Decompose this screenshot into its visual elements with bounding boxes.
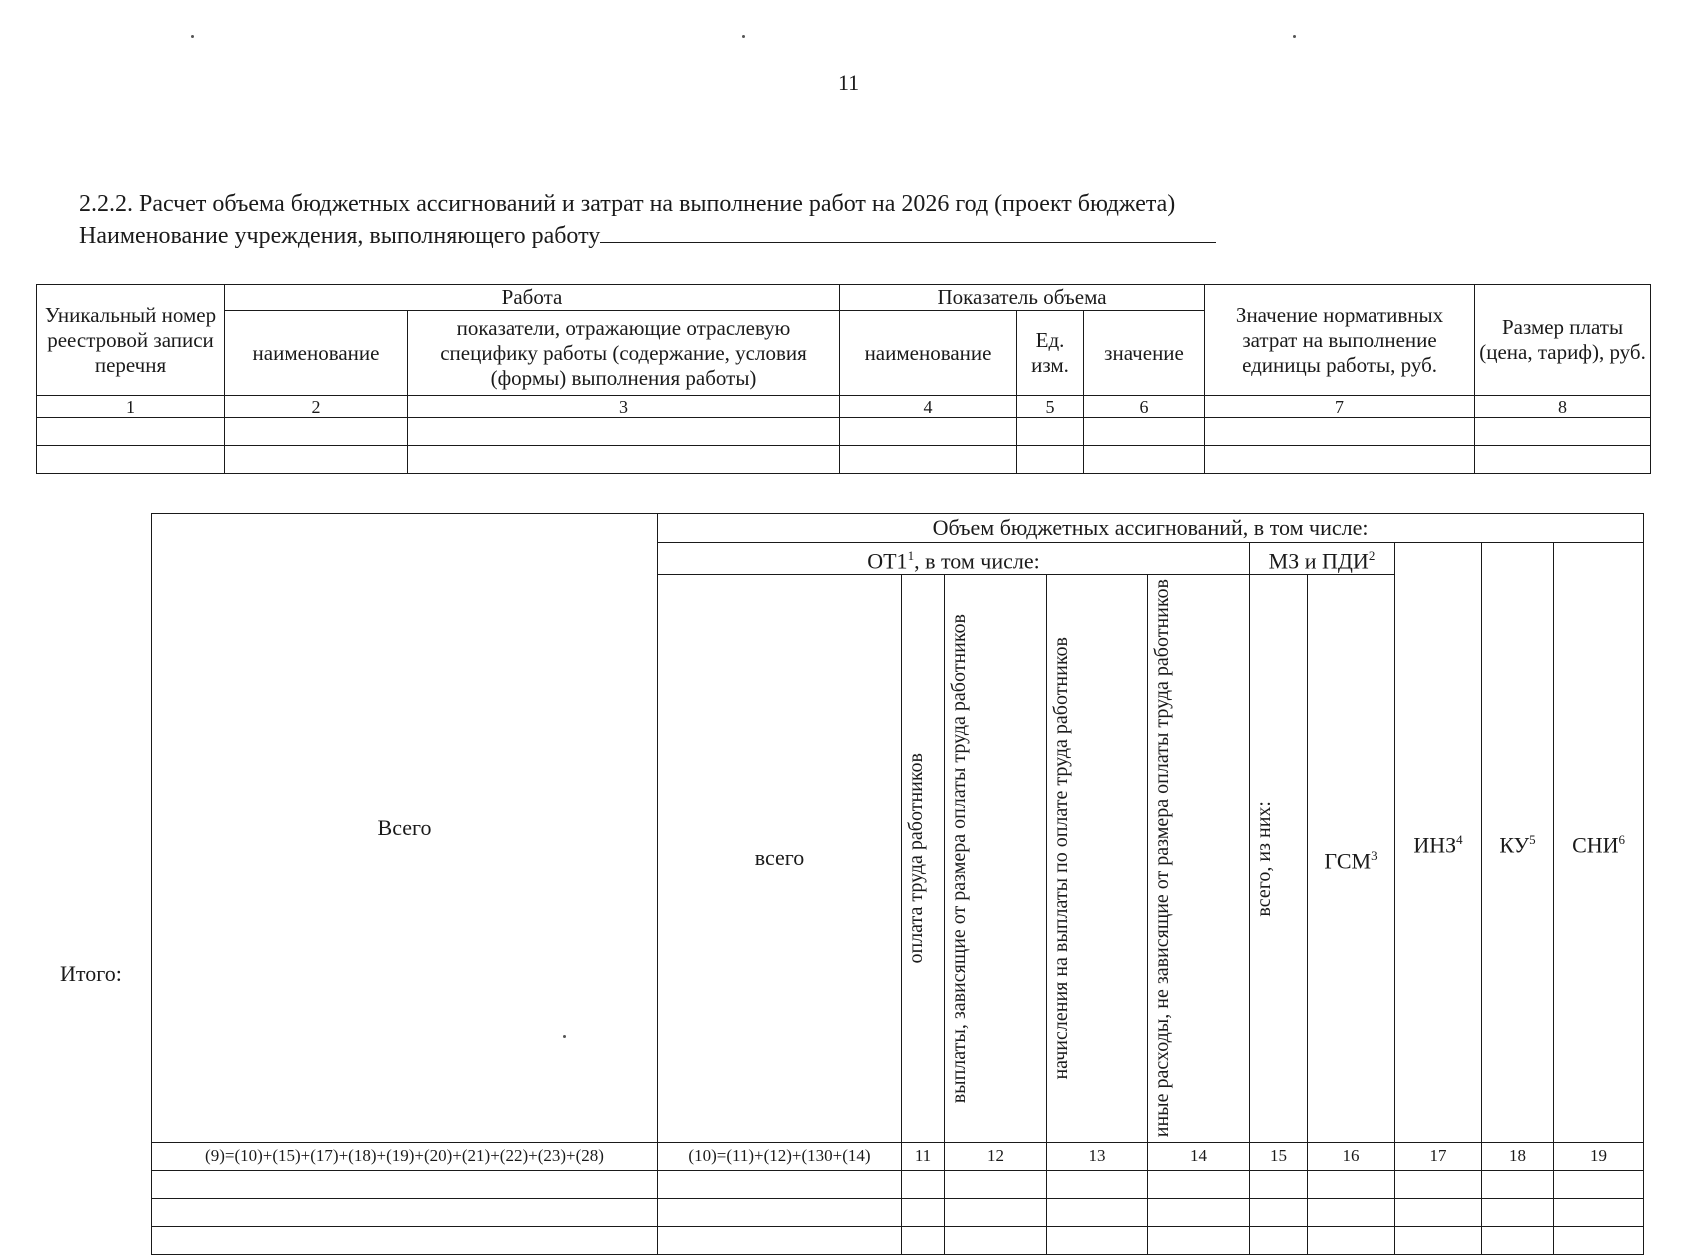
column-number: 18 xyxy=(1482,1142,1554,1170)
table-row xyxy=(37,446,1651,474)
table-cell xyxy=(840,418,1017,446)
scan-speck xyxy=(1293,35,1296,38)
institution-blank-field xyxy=(600,220,1216,243)
table-cell xyxy=(1205,418,1475,446)
table-cell xyxy=(658,1170,902,1198)
header-gsm xyxy=(1308,575,1395,1142)
table-cell xyxy=(37,418,225,446)
table-cell xyxy=(945,1170,1047,1198)
header-work: Работа xyxy=(225,285,840,311)
table-cell xyxy=(408,446,840,474)
column-number: 12 xyxy=(945,1142,1047,1170)
table-cell xyxy=(945,1226,1047,1254)
table-cell xyxy=(1047,1170,1148,1198)
table-cell xyxy=(1017,418,1084,446)
table-cell xyxy=(1148,1198,1250,1226)
table-cell xyxy=(902,1170,945,1198)
column-number: 3 xyxy=(408,396,840,418)
header-fee: Размер платы (цена, тариф), руб. xyxy=(1475,285,1651,396)
institution-line xyxy=(79,220,1216,252)
work-cost-table xyxy=(36,284,1651,474)
column-number: (9)=(10)+(15)+(17)+(18)+(19)+(20)+(21)+(22)+(23)+(28) xyxy=(152,1142,658,1170)
header-work-name: наименование xyxy=(225,311,408,396)
column-number: 5 xyxy=(1017,396,1084,418)
column-number: 7 xyxy=(1205,396,1475,418)
table-cell xyxy=(840,446,1017,474)
inz-footnote: 4 xyxy=(1456,831,1463,847)
header-volume-name: наименование xyxy=(840,311,1017,396)
header-col14 xyxy=(1148,575,1250,1142)
header-col12 xyxy=(945,575,1047,1142)
header-sni xyxy=(1554,543,1644,1143)
document-heading xyxy=(79,188,1216,252)
table-row xyxy=(152,1198,1644,1226)
table-cell xyxy=(152,1170,658,1198)
table-cell xyxy=(1308,1198,1395,1226)
table-cell xyxy=(902,1198,945,1226)
table-cell xyxy=(1308,1226,1395,1254)
table-cell xyxy=(658,1198,902,1226)
table-cell xyxy=(1554,1170,1644,1198)
table-cell xyxy=(945,1198,1047,1226)
table-cell xyxy=(1395,1170,1482,1198)
header-ot1 xyxy=(658,543,1250,575)
table-cell xyxy=(1475,446,1651,474)
table-cell xyxy=(1047,1198,1148,1226)
column-number: 11 xyxy=(902,1142,945,1170)
inz-label: ИНЗ xyxy=(1413,831,1457,857)
table-cell xyxy=(225,446,408,474)
col12-label: выплаты, зависящие от размера оплаты труда работников xyxy=(948,613,970,1104)
scan-speck xyxy=(191,35,194,38)
header-work-indicators: показатели, отражающие отраслевую специфику работы (содержание, условия (формы) выполнения работы) xyxy=(408,311,840,396)
table-row xyxy=(152,1170,1644,1198)
column-number: 14 xyxy=(1148,1142,1250,1170)
column-number-row xyxy=(37,396,1651,418)
table-cell xyxy=(1205,446,1475,474)
total-row xyxy=(152,1226,1644,1254)
column-number: 8 xyxy=(1475,396,1651,418)
page-number: 11 xyxy=(838,70,860,95)
header-ku xyxy=(1482,543,1554,1143)
column-number: 15 xyxy=(1250,1142,1308,1170)
table-cell xyxy=(1475,418,1651,446)
table-cell xyxy=(1395,1198,1482,1226)
budget-allocation-table xyxy=(151,513,1644,1255)
column-number: 4 xyxy=(840,396,1017,418)
table-cell xyxy=(1148,1170,1250,1198)
sni-footnote: 6 xyxy=(1618,831,1626,847)
total-label: Итого: xyxy=(60,961,122,986)
table-row xyxy=(37,418,1651,446)
table-cell xyxy=(1148,1226,1250,1254)
institution-label: Наименование учреждения, выполняющего работу xyxy=(79,223,601,249)
ot1-suffix: , в том числе: xyxy=(914,548,1040,574)
header-inz xyxy=(1395,543,1482,1143)
header-total: Всего xyxy=(152,514,658,1143)
header-col13 xyxy=(1047,575,1148,1142)
table-cell xyxy=(1482,1170,1554,1198)
table-cell xyxy=(1047,1226,1148,1254)
ot1-footnote: 1 xyxy=(907,548,915,563)
column-number: (10)=(11)+(12)+(130+(14) xyxy=(658,1142,902,1170)
header-budget-volume: Объем бюджетных ассигнований, в том числе: xyxy=(658,514,1644,543)
header-col15 xyxy=(1250,575,1308,1142)
mz-footnote: 2 xyxy=(1368,548,1376,563)
gsm-footnote: 3 xyxy=(1371,847,1378,863)
header-volume-indicator: Показатель объема xyxy=(840,285,1205,311)
mz-label: МЗ и ПДИ xyxy=(1268,548,1369,574)
header-unique-number: Уникальный номер реестровой записи перечня xyxy=(37,285,225,396)
table-cell xyxy=(152,1226,658,1254)
table-cell xyxy=(1250,1198,1308,1226)
header-mz-pdi xyxy=(1250,543,1395,575)
column-number: 1 xyxy=(37,396,225,418)
scan-speck xyxy=(742,35,745,38)
header-volume-value: значение xyxy=(1084,311,1205,396)
column-number: 13 xyxy=(1047,1142,1148,1170)
header-ot1-total: всего xyxy=(658,575,902,1142)
table-cell xyxy=(152,1198,658,1226)
gsm-label: ГСМ xyxy=(1324,848,1372,874)
table-cell xyxy=(37,446,225,474)
column-number: 2 xyxy=(225,396,408,418)
table-cell xyxy=(658,1226,902,1254)
table-cell xyxy=(1017,446,1084,474)
column-number: 19 xyxy=(1554,1142,1644,1170)
column-number: 16 xyxy=(1308,1142,1395,1170)
header-col11 xyxy=(902,575,945,1142)
table-cell xyxy=(902,1226,945,1254)
table-cell xyxy=(1482,1198,1554,1226)
col11-label: оплата труда работников xyxy=(905,753,927,964)
table-cell xyxy=(1554,1226,1644,1254)
column-number: 6 xyxy=(1084,396,1205,418)
table-cell xyxy=(1250,1170,1308,1198)
col13-label: начисления на выплаты по оплате труда работников xyxy=(1050,637,1072,1080)
table-cell xyxy=(1395,1226,1482,1254)
column-number-row xyxy=(152,1142,1644,1170)
table-cell xyxy=(1482,1226,1554,1254)
sni-label: СНИ xyxy=(1572,831,1619,857)
table-cell xyxy=(408,418,840,446)
col14-label: иные расходы, не зависящие от размера оплаты труда работников xyxy=(1151,579,1173,1138)
column-number: 17 xyxy=(1395,1142,1482,1170)
col15-label: всего, из них: xyxy=(1253,800,1275,917)
heading-title: 2.2.2. Расчет объема бюджетных ассигнований и затрат на выполнение работ на 2026 год (проект бюджета) xyxy=(79,191,1176,217)
header-volume-unit: Ед. изм. xyxy=(1017,311,1084,396)
ot1-label: ОТ1 xyxy=(867,548,908,574)
ku-label: КУ xyxy=(1499,831,1530,857)
table-cell xyxy=(1084,418,1205,446)
table-cell xyxy=(1308,1170,1395,1198)
header-normative-cost: Значение нормативных затрат на выполнение единицы работы, руб. xyxy=(1205,285,1475,396)
table-cell xyxy=(1554,1198,1644,1226)
ku-footnote: 5 xyxy=(1529,831,1536,847)
table-cell xyxy=(225,418,408,446)
table-cell xyxy=(1084,446,1205,474)
table-cell xyxy=(1250,1226,1308,1254)
